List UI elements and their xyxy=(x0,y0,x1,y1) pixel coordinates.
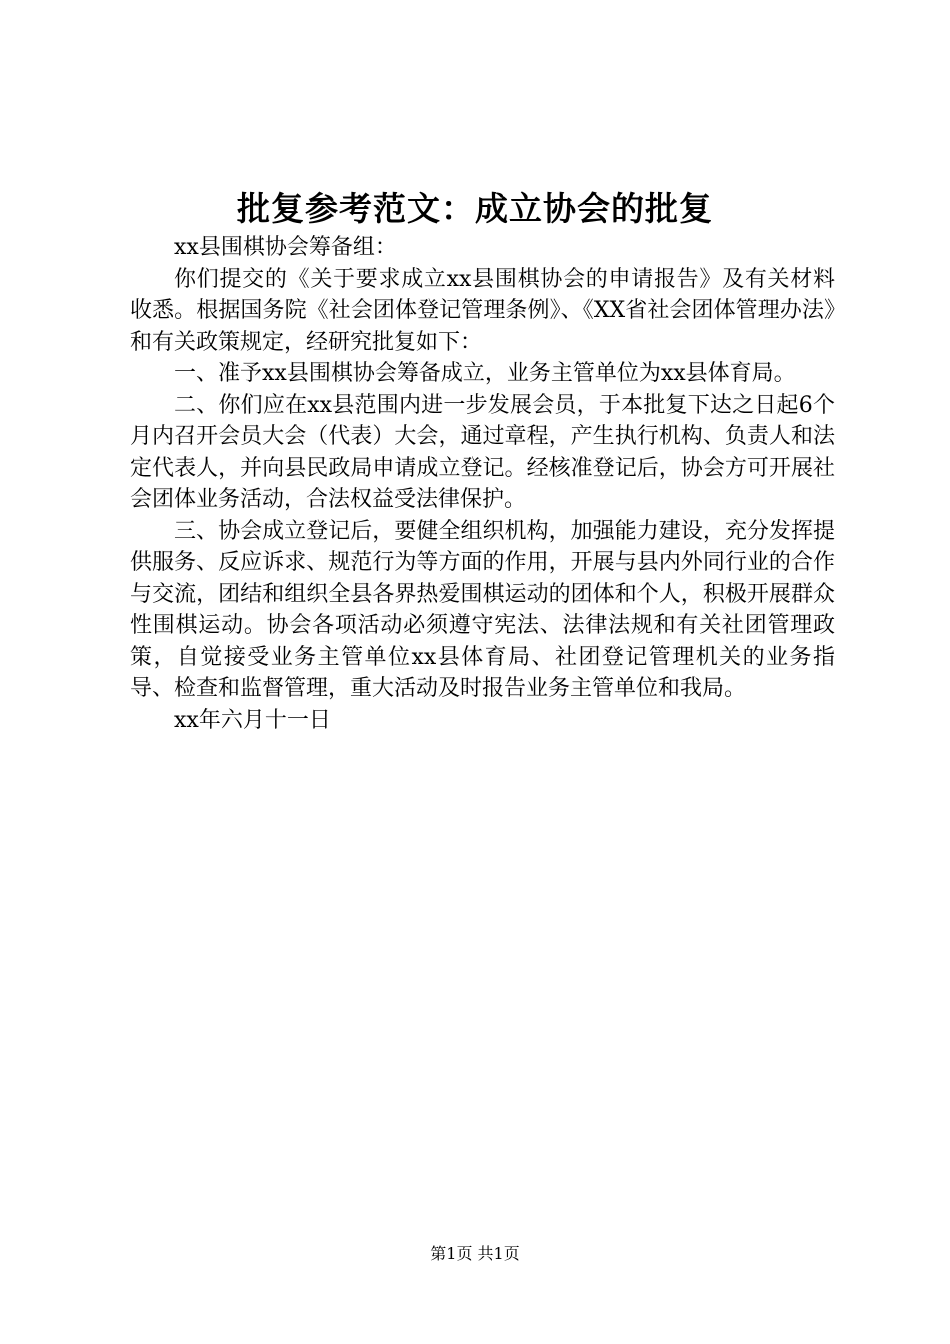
paragraph-intro: 你们提交的《关于要求成立xx县围棋协会的申请报告》及有关材料收悉。根据国务院《社会团体登记管理条例》、《XX省社会团体管理办法》和有关政策规定，经研究批复如下： xyxy=(130,266,835,355)
page-footer: 第1页 共1页 xyxy=(430,1244,520,1263)
document-date: xx年六月十一日 xyxy=(174,707,331,733)
paragraph-item-2: 二、你们应在xx县范围内进一步发展会员，于本批复下达之日起6个月内召开会员大会（代表）大会，通过章程，产生执行机构、负责人和法定代表人，并向县民政局申请成立登记。经核准登记后，协会方可开展社会团体业务活动，合法权益受法律保护。 xyxy=(130,392,835,512)
paragraph-item-1: 一、准予xx县围棋协会筹备成立，业务主管单位为xx县体育局。 xyxy=(174,361,796,386)
page-title: 批复参考范文：成立协会的批复 xyxy=(237,189,713,228)
paragraph-item-3: 三、协会成立登记后，要健全组织机构，加强能力建设，充分发挥提供服务、反应诉求、规范行为等方面的作用，开展与县内外同行业的合作与交流，团结和组织全县各界热爱围棋运动的团体和个人，积极开展群众性围棋运动。协会各项活动必须遵守宪法、法律法规和有关社团管理政策，自觉接受业务主管单位xx县体育局、社团登记管理机关的业务指导、检查和监督管理，重大活动及时报告业务主管单位和我局。 xyxy=(130,518,835,701)
document-body xyxy=(130,232,835,736)
salutation: xx县围棋协会筹备组： xyxy=(174,235,397,260)
